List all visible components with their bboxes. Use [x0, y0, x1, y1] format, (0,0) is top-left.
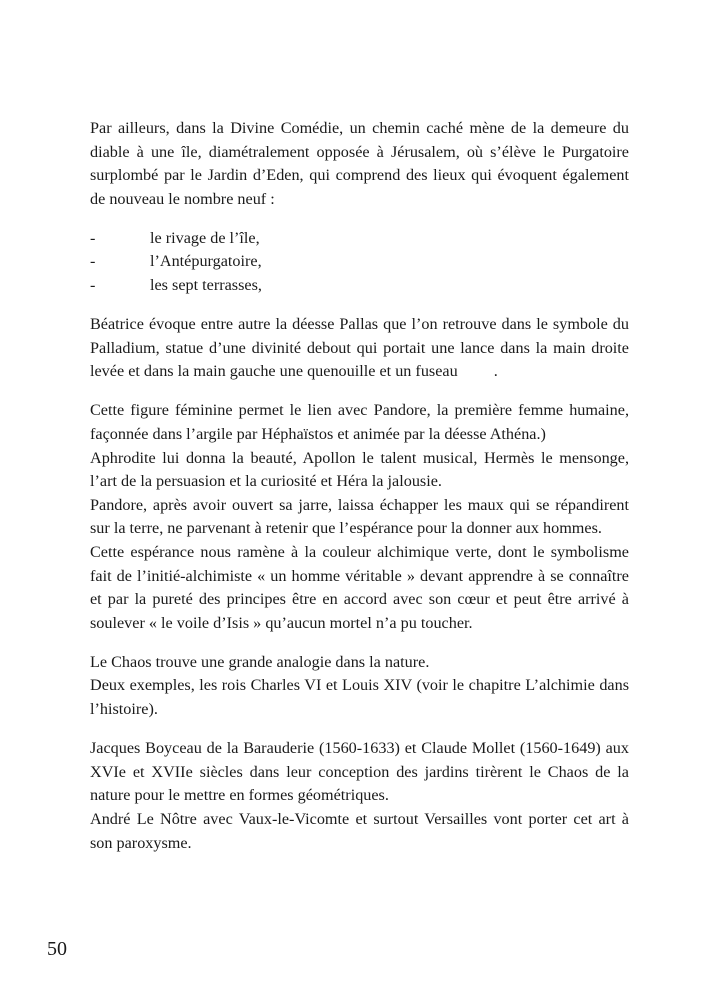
paragraph-jardins [90, 737, 629, 855]
paragraph-pallas [90, 313, 629, 384]
list-bullet: - [90, 252, 96, 271]
paragraph-divine-comedie: Par ailleurs, dans la Divine Comédie, un chemin caché mène de la demeure du diable à une île, diamétralement opposée à Jérusalem, où s’élève le Purgatoire surplombé par le Jardin d’Eden, qui comprend des lieux qui évoquent également de nouveau le nombre neuf : [90, 119, 629, 208]
list-item-text: le rivage de l’île, [150, 228, 260, 247]
list-item-text: l’Antépurgatoire, [150, 252, 262, 271]
chaos-sentence-1: Le Chaos trouve une grande analogie dans la nature. [90, 652, 430, 671]
paragraph-pallas-end: . [493, 362, 498, 381]
list-bullet: - [90, 228, 96, 247]
pandore-sentence-1: Cette figure féminine permet le lien avec Pandore, la première femme humaine, façonnée dans l’argile par Héphaïstos et animée par la déesse Athéna.) [90, 401, 629, 444]
pandore-sentence-4: Cette espérance nous ramène à la couleur alchimique verte, dont le symbolisme fait de l’initié-alchimiste « un homme véritable » devant apprendre à se connaître et par la pureté des principes être en accord avec son cœur et peut être arrivé à soulever « le voile d’Isis » qu’aucun mortel n’a pu toucher. [90, 543, 629, 632]
paragraph-pallas-text: Béatrice évoque entre autre la déesse Pallas que l’on retrouve dans le symbole du Palladium, statue d’une divinité debout qui portait une lance dans la main droite levée et dans la main gauche une quenouille et un fuseau [90, 315, 629, 381]
pandore-sentence-3: Pandore, après avoir ouvert sa jarre, laissa échapper les maux qui se répandirent sur la terre, ne parvenant à retenir que l’espérance pour la donner aux hommes. [90, 495, 629, 538]
paragraph-chaos [90, 651, 629, 722]
purgatory-list [90, 227, 629, 298]
pandore-sentence-2: Aphrodite lui donna la beauté, Apollon le talent musical, Hermès le mensonge, l’art de la persuasion et la curiosité et Héra la jalousie. [90, 448, 629, 491]
jardins-sentence-1: Jacques Boyceau de la Barauderie (1560-1633) et Claude Mollet (1560-1649) aux XVIe et XVIIe siècles dans leur conception des jardins tirèrent le Chaos de la nature pour le mettre en formes géométriques. [90, 739, 629, 805]
list-item [90, 227, 629, 251]
list-item [90, 250, 629, 274]
page-number: 50 [47, 938, 67, 960]
chaos-sentence-2: Deux exemples, les rois Charles VI et Louis XIV (voir le chapitre L’alchimie dans l’histoire). [90, 676, 629, 719]
paragraph-pandore [90, 399, 629, 635]
list-bullet: - [90, 276, 96, 295]
page-body [90, 117, 629, 871]
jardins-sentence-2: André Le Nôtre avec Vaux-le-Vicomte et surtout Versailles vont porter cet art à son paroxysme. [90, 809, 629, 852]
list-item [90, 274, 629, 298]
list-item-text: les sept terrasses, [150, 276, 262, 295]
